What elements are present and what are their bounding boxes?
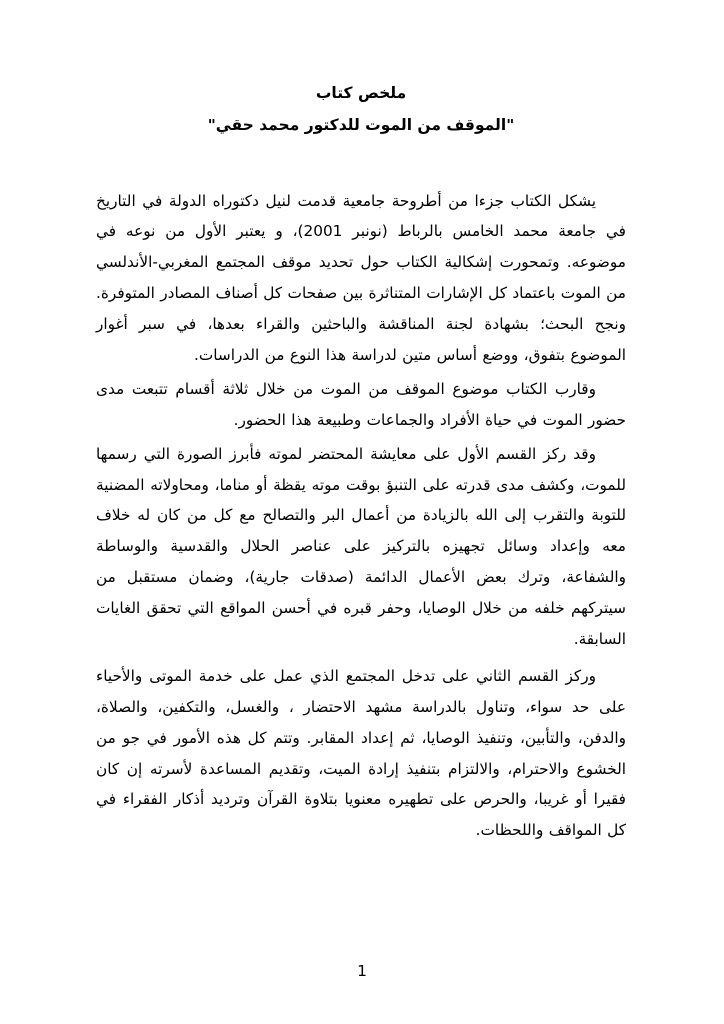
- page-number: 1: [357, 962, 367, 980]
- paragraph-2: وقارب الكتاب موضوع الموقف من الموت من خلال ثلاثة أقسام تتبعت مدى حضور الموت في حياة الأفراد والجماعات وطبيعة هذا الحضور.: [96, 379, 626, 429]
- document-body: [96, 186, 626, 847]
- page-title: ملخص كتاب: [315, 84, 407, 102]
- paragraph-4: وركز القسم الثاني على تدخل المجتمع الذي عمل على خدمة الموتى والأحياء على حد سواء، وتناول بالدراسة مشهد الاحتضار ، والغسل، والتكفين، والصلاة، والدفن، والتأبين، وتنفيذ الوصايا، ثم إعداد المقابر. وتتم كل هذه الأمور في جو من الخشوع والاحترام، والالتزام بتنفيذ إرادة الميت، وتقديم المساعدة لأسرته إن كان فقيرا أو غريبا، والحرص على تطهيره معنويا بتلاوة القرآن وترديد أذكار الفقراء في كل المواقف واللحظات.: [96, 666, 626, 840]
- document-title-block: [96, 78, 626, 142]
- paragraph-3: وقد ركز القسم الأول على معايشة المحتضر لموته فأبرز الصورة التي رسمها للموت، وكشف مدى قدرته على التنبؤ بوقت موته يقظة أو مناما، ومحاولاته المضنية للتوبة والتقرب إلى الله بالزيادة من أعمال البر والتصالح مع كل من كان له خلاف معه وإعداد وسائل تجهيزه بالتركيز على عناصر الحلال والقدسية والوساطة والشفاعة، وترك بعض الأعمال الدائمة (صدقات جارية)، وضمان مستقبل من سيتركهم خلفه من خلال الوصايا، وحفر قبره في أحسن المواقع التي تحقق الغايات السابقة.: [96, 444, 626, 648]
- paragraph-1: يشكل الكتاب جزءا من أطروحة جامعية قدمت لنيل دكتوراه الدولة في التاريخ في جامعة محمد الخامس بالرباط (نونبر 2001)، و يعتبر الأول من نوعه في موضوعه. وتمحورت إشكالية الكتاب حول تحديد موقف المجتمع المغربي-الأندلسي من الموت باعتماد كل الإشارات المتناثرة بين صفحات كل أصناف المصادر المتوفرة. ونجح البحث؛ بشهادة لجنة المناقشة والباحثين والقراء بعدها، في سبر أغوار الموضوع بتفوق، ووضع أساس متين لدراسة هذا النوع من الدراسات.: [96, 191, 626, 364]
- document-content: [96, 78, 626, 846]
- page-subtitle: "الموقف من الموت للدكتور محمد حقي": [207, 115, 515, 134]
